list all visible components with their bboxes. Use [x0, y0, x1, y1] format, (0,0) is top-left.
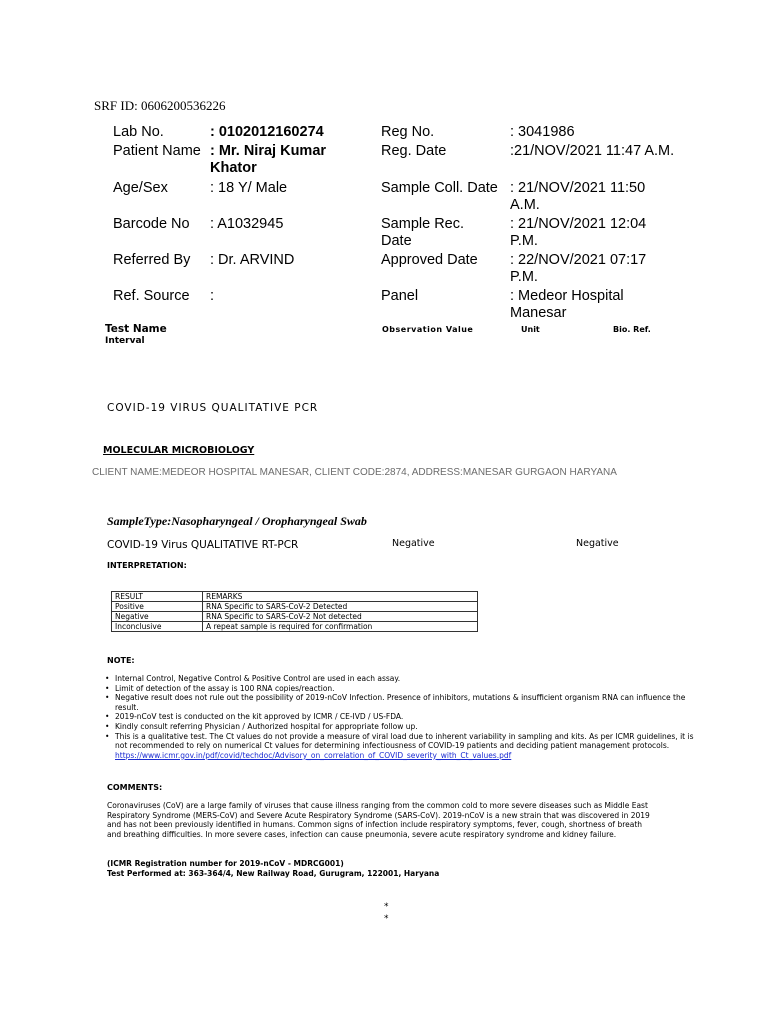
barcode-value: : A1032945: [210, 216, 284, 232]
reg-date-value: :21/NOV/2021 11:47 A.M.: [510, 143, 675, 159]
bullet-icon: •: [105, 731, 110, 741]
sample-coll-date-label: Sample Coll. Date: [381, 180, 498, 196]
comments-text: Coronaviruses (CoV) are a large family of viruses that cause illness ranging from the common cold to more severe diseases such as Middle East Respiratory Syndrome (MERS-CoV) and Severe Acute Respiratory Syndrome (SARS-CoV). 2019-nCoV is a new strain that was discovered in 2019 and has not been previously identified in humans. Common signs of infection include respiratory symptoms, fever, cough, shortness of breath and breathing difficulties. In more severe cases, infection can cause pneumonia, severe acute respiratory syndrome and kidney failure.: [107, 801, 650, 839]
end-mark: *: [384, 902, 389, 912]
bullet-icon: •: [105, 712, 110, 722]
referred-by-label: Referred By: [113, 252, 191, 268]
report-title: COVID-19 VIRUS QUALITATIVE PCR: [107, 402, 319, 414]
table-row: [112, 602, 478, 612]
comments-label: COMMENTS:: [107, 783, 163, 792]
referred-by-value: : Dr. ARVIND: [210, 252, 295, 268]
lab-no-label: Lab No.: [113, 124, 164, 140]
list-item: [105, 683, 695, 694]
table-cell: Positive: [112, 602, 203, 612]
reference-value: Negative: [576, 538, 619, 549]
patient-name-label: Patient Name: [113, 143, 201, 159]
table-cell: RESULT: [112, 592, 203, 602]
col-observation: Observation Value: [382, 325, 474, 334]
note-text: Negative result does not rule out the possibility of 2019-nCoV Infection. Presence of inhibitors, mutations & insufficient organism RNA can influence the result.: [115, 693, 686, 712]
interpretation-label: INTERPRETATION:: [107, 561, 187, 570]
panel-label: Panel: [381, 288, 419, 304]
table-cell: Negative: [112, 612, 203, 622]
col-unit: Unit: [521, 325, 540, 334]
note-label: NOTE:: [107, 656, 135, 665]
table-cell: RNA Specific to SARS-CoV-2 Not detected: [203, 612, 478, 622]
bullet-icon: •: [105, 683, 110, 693]
ref-source-label: Ref. Source: [113, 288, 190, 304]
bullet-icon: •: [105, 693, 110, 703]
sample-rec-date-value: : 21/NOV/2021 12:04 P.M.: [510, 216, 647, 249]
note-text: This is a qualitative test. The Ct values do not provide a measure of viral load due to inherent variability in sampling and kits. As per ICMR guidelines, it is not recommended to rely on numerical Ct values for determining infectiousness of COVID-19 patients and deciding patient management protocols.: [115, 731, 694, 751]
table-row: [112, 592, 478, 602]
ref-source-value: :: [210, 288, 215, 304]
bullet-icon: •: [105, 721, 110, 731]
note-text: Internal Control, Negative Control & Positive Control are used in each assay.: [115, 674, 401, 683]
panel-value: : Medeor Hospital Manesar: [510, 288, 624, 321]
table-cell: Inconclusive: [112, 622, 203, 632]
note-text: 2019-nCoV test is conducted on the kit approved by ICMR / CE-IVD / US-FDA.: [115, 712, 404, 722]
list-item: [105, 674, 695, 684]
department-heading: MOLECULAR MICROBIOLOGY: [103, 445, 255, 456]
lab-no-value: : 0102012160274: [210, 124, 324, 140]
table-cell: REMARKS: [203, 592, 478, 602]
col-interval: Interval: [105, 336, 145, 346]
reg-date-label: Reg. Date: [381, 143, 447, 159]
client-line: CLIENT NAME:MEDEOR HOSPITAL MANESAR, CLIENT CODE:2874, ADDRESS:MANESAR GURGAON HARYANA: [92, 467, 617, 478]
list-item: [115, 751, 695, 761]
patient-name-value: : Mr. Niraj Kumar Khator: [210, 143, 327, 176]
sample-type: SampleType:Nasopharyngeal / Oropharyngeal Swab: [107, 514, 367, 528]
table-cell: A repeat sample is required for confirmation: [203, 622, 478, 632]
reg-no-value: : 3041986: [510, 124, 575, 140]
table-row: [112, 622, 478, 632]
notes-list: [105, 674, 695, 760]
test-name: COVID-19 Virus QUALITATIVE RT-PCR: [107, 539, 299, 551]
col-test-name: Test Name: [105, 323, 167, 335]
approved-date-label: Approved Date: [381, 252, 478, 268]
table-row: [112, 612, 478, 622]
list-item: [105, 712, 695, 722]
note-text: Kindly consult referring Physician / Authorized hospital for appropriate follow up.: [115, 721, 418, 731]
sample-rec-date-label: Sample Rec. Date: [381, 216, 465, 249]
table-cell: RNA Specific to SARS-CoV-2 Detected: [203, 602, 478, 612]
approved-date-value: : 22/NOV/2021 07:17 P.M.: [510, 252, 647, 285]
list-item: [105, 731, 695, 751]
srf-id: SRF ID: 0606200536226: [94, 98, 226, 113]
interpretation-table: [111, 591, 478, 632]
sample-coll-date-value: : 21/NOV/2021 11:50 A.M.: [510, 180, 646, 213]
age-sex-label: Age/Sex: [113, 180, 168, 196]
barcode-label: Barcode No: [113, 216, 190, 232]
observation-value: Negative: [392, 538, 435, 549]
list-item: [105, 721, 695, 732]
icmr-advisory-link[interactable]: https://www.icmr.gov.in/pdf/covid/techdoc/Advisory_on_correlation_of_COVID_severity_with_Ct_values.pdf: [115, 750, 512, 760]
note-text: Limit of detection of the assay is 100 RNA copies/reaction.: [115, 683, 335, 693]
icmr-registration: (ICMR Registration number for 2019-nCoV - MDRCG001): [107, 859, 344, 868]
end-mark: *: [384, 914, 389, 924]
performed-at: Test Performed at: 363-364/4, New Railway Road, Gurugram, 122001, Haryana: [107, 869, 440, 878]
age-sex-value: : 18 Y/ Male: [210, 180, 288, 196]
list-item: [105, 693, 695, 712]
col-bio-ref: Bio. Ref.: [613, 325, 651, 334]
bullet-icon: •: [105, 674, 110, 683]
reg-no-label: Reg No.: [381, 124, 435, 140]
